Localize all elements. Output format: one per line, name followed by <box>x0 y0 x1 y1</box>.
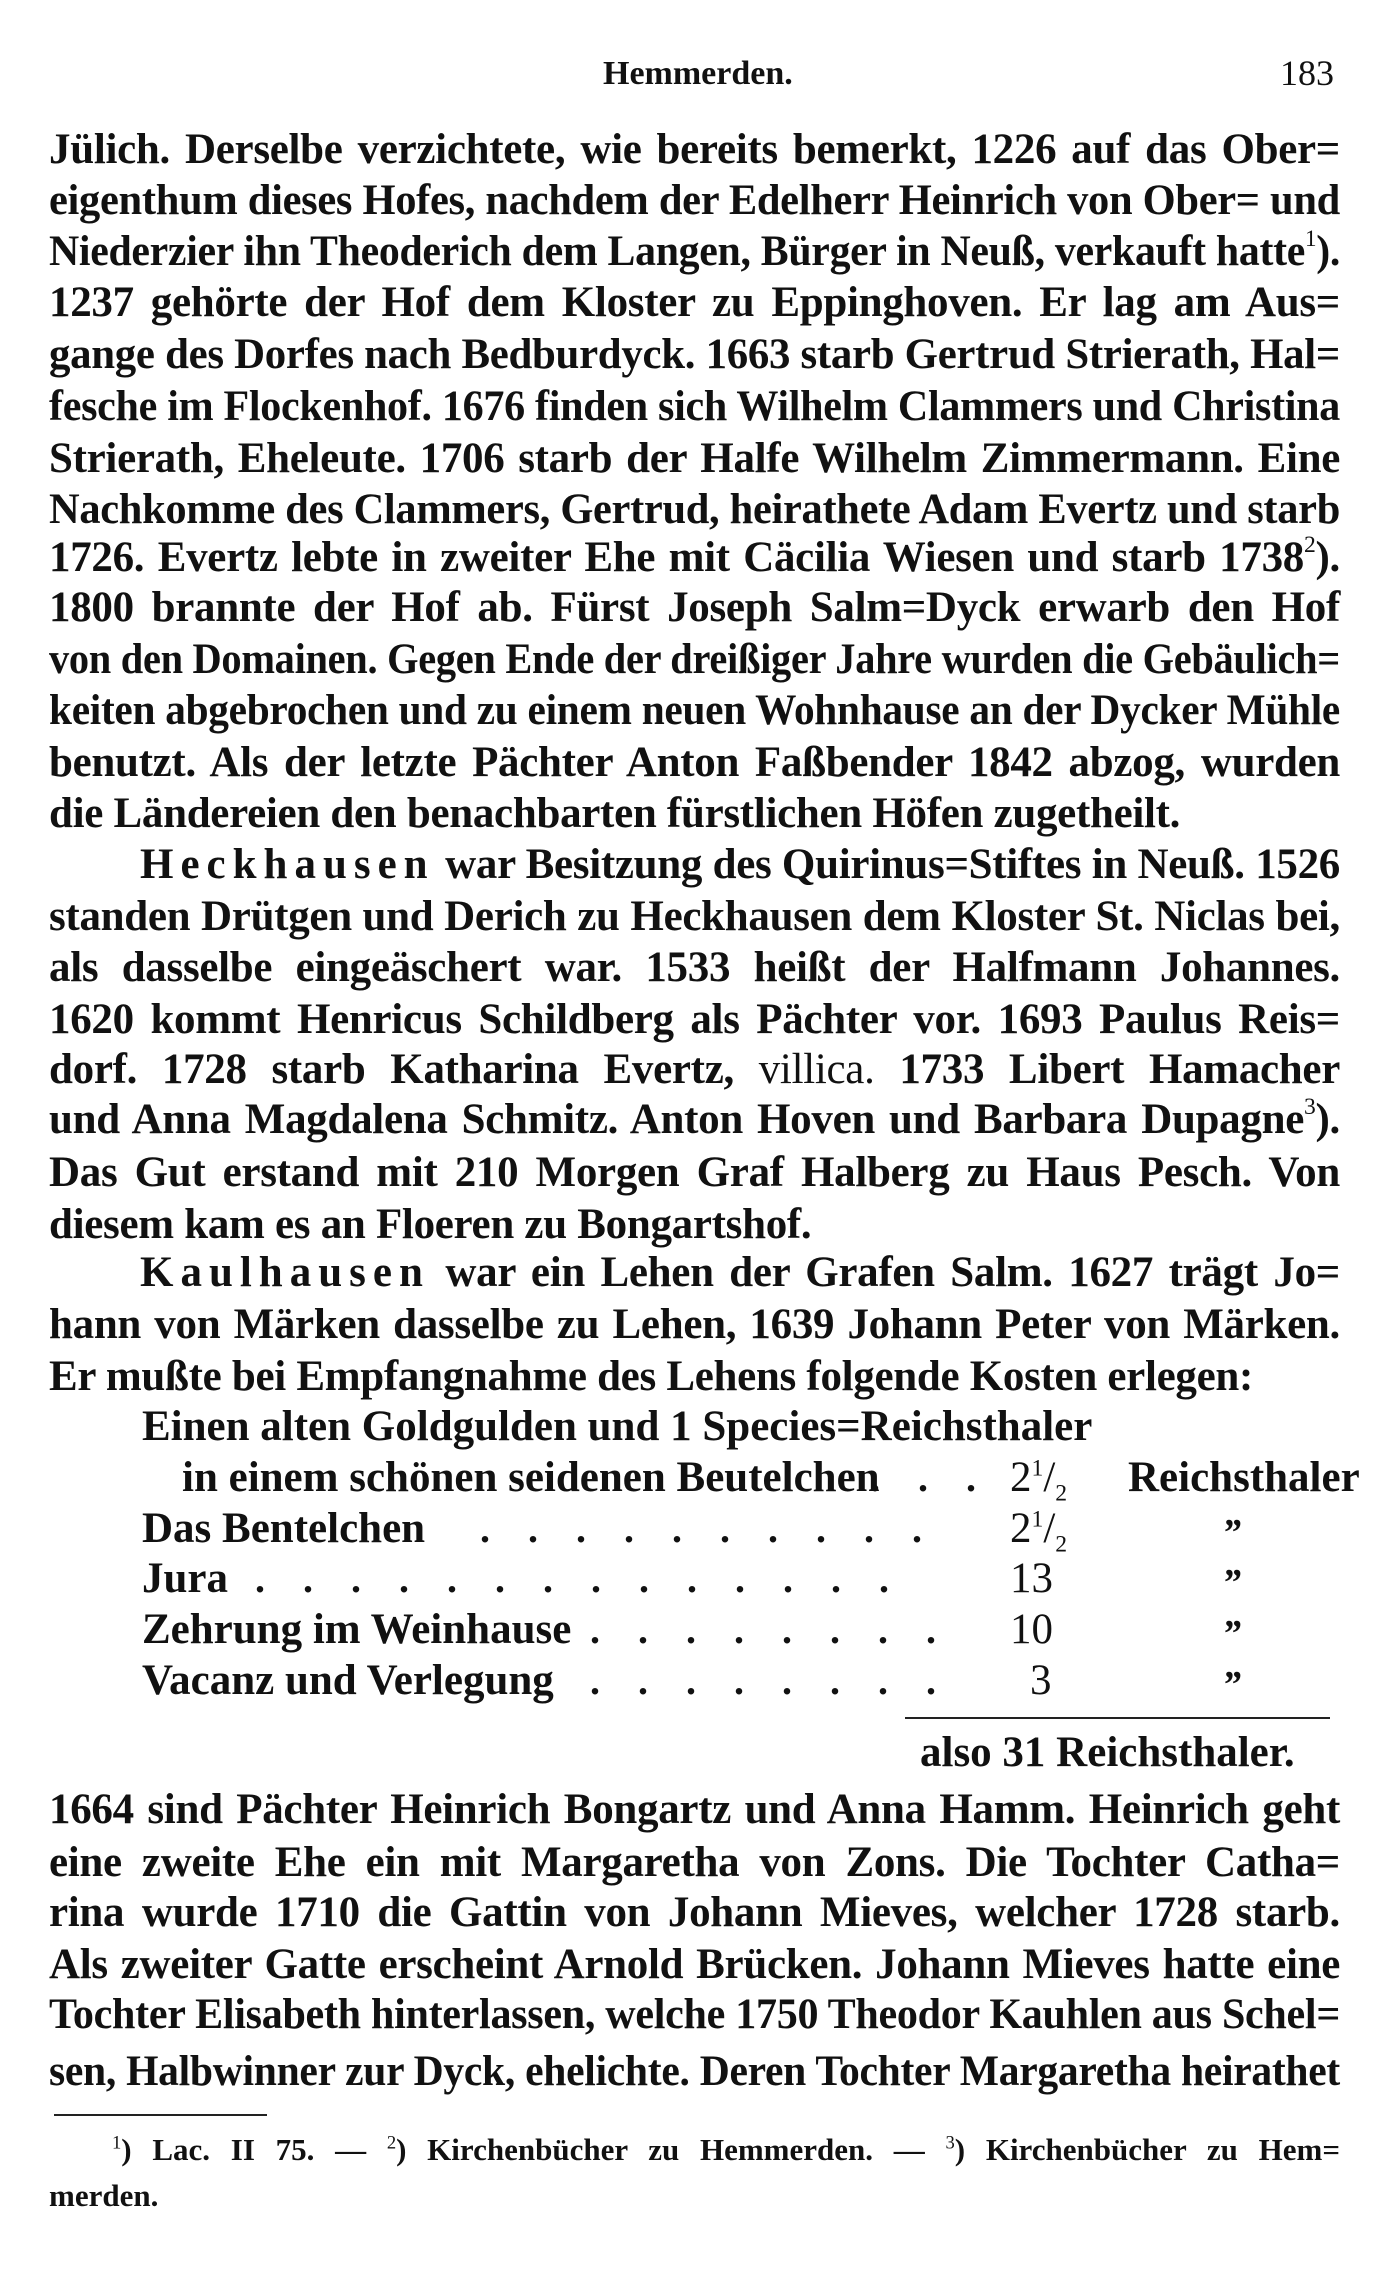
text-line: Tochter Elisabeth hinterlassen, welche 1750 Theodor Kauhlen aus Schel= <box>49 1991 1340 2038</box>
cost-amount: $2^1/_2$ <box>1010 1454 1068 1507</box>
text-line: Das Gut erstand mit 210 Morgen Graf Halberg zu Haus Pesch. Von <box>49 1149 1340 1196</box>
leader-dots: . . . . . . . . <box>590 1658 950 1703</box>
text-line: benutzt. Als der letzte Pächter Anton Faßbender 1842 abzog, wurden <box>49 739 1340 786</box>
text-line: 1620 kommt Henricus Schildberg als Pächter vor. 1693 Paulus Reis= <box>49 996 1340 1043</box>
text-line: dorf. 1728 starb Katharina Evertz, villica. 1733 Libert Hamacher <box>49 1046 1340 1093</box>
place-name-kaulhausen: Kaulhausen <box>140 1249 430 1296</box>
text-line: 1664 sind Pächter Heinrich Bongartz und Anna Hamm. Heinrich geht <box>49 1786 1340 1833</box>
text-line: eigenthum dieses Hofes, nachdem der Edelherr Heinrich von Ober= und <box>49 177 1340 224</box>
ditto-mark: ” <box>1222 1562 1241 1604</box>
footnote-ref-1[interactable]: 1 <box>1304 226 1317 253</box>
text-line: Nachkomme des Clammers, Gertrud, heirathete Adam Evertz und starb <box>49 486 1340 533</box>
cost-unit: Reichsthaler <box>1128 1454 1360 1501</box>
cost-amount: $2^1/_2$ <box>1010 1505 1068 1558</box>
text-line: 1237 gehörte der Hof dem Kloster zu Eppinghoven. Er lag am Aus= <box>49 279 1340 326</box>
text-line: Strierath, Eheleute. 1706 starb der Halfe Wilhelm Zimmermann. Eine <box>49 435 1340 482</box>
ditto-mark: ” <box>1222 1664 1241 1706</box>
leader-dots: . . . . . . . . . . <box>480 1506 936 1551</box>
running-title: Hemmerden. <box>603 55 793 92</box>
cost-row-label: Jura <box>142 1555 228 1602</box>
cost-row-label: Zehrung im Weinhause <box>142 1606 572 1653</box>
page-number: 183 <box>1280 53 1334 93</box>
footnote-marker-2: 2 <box>386 2132 397 2154</box>
text-line: diesem kam es an Floeren zu Bongartshof. <box>49 1201 812 1248</box>
text-line: 1800 brannte der Hof ab. Fürst Joseph Salm=Dyck erwarb den Hof <box>49 584 1340 631</box>
cost-total: also 31 Reichsthaler. <box>920 1729 1295 1776</box>
cost-row-label: in einem schönen seidenen Beutelchen <box>182 1454 880 1501</box>
text-line: sen, Halbwinner zur Dyck, ehelichte. Deren Tochter Margaretha heirathet <box>49 2048 1340 2095</box>
text-line: Jülich. Derselbe verzichtete, wie bereits bemerkt, 1226 auf das Ober= <box>49 126 1340 173</box>
ditto-mark: ” <box>1222 1512 1241 1554</box>
text-line: als dasselbe eingeäschert war. 1533 heißt der Halfmann Johannes. <box>49 944 1340 991</box>
text-line: rina wurde 1710 die Gattin von Johann Mieves, welcher 1728 starb. <box>49 1889 1340 1936</box>
cost-row-label: Einen alten Goldgulden und 1 Species=Reichsthaler <box>142 1403 1093 1450</box>
text-line: die Ländereien den benachbarten fürstlichen Höfen zugetheilt. <box>49 790 1181 837</box>
cost-amount: 3 <box>1030 1657 1052 1704</box>
cost-amount: 10 <box>1010 1606 1053 1653</box>
text-line: keiten abgebrochen und zu einem neuen Wohnhause an der Dycker Mühle <box>49 687 1340 734</box>
text-line: gange des Dorfes nach Bedburdyck. 1663 starb Gertrud Strierath, Hal= <box>49 331 1340 378</box>
footnote-ref-3[interactable]: 3 <box>1303 1094 1316 1121</box>
footnote-line: $^1$) Lac. II 75. — $^2$) Kirchenbücher zu Hemmerden. — $^3$) Kirchenbücher zu Hem= <box>112 2132 1341 2167</box>
footnote-marker-1: 1 <box>112 2132 122 2154</box>
ditto-mark: ” <box>1222 1613 1241 1655</box>
footnote-ref-2[interactable]: 2 <box>1303 532 1316 559</box>
leader-dots: . . . . . . . . . . . . . . <box>255 1556 903 1601</box>
footnote-marker-3: 3 <box>945 2132 955 2154</box>
text-line: Er mußte bei Empfangnahme des Lehens folgende Kosten erlegen: <box>49 1353 1254 1400</box>
leader-dots: . . . <box>870 1455 990 1500</box>
text-line: Heckhausen war Besitzung des Quirinus=Stiftes in Neuß. 1526 <box>140 841 1340 888</box>
text-line: Kaulhausen war ein Lehen der Grafen Salm. 1627 trägt Jo= <box>140 1249 1340 1296</box>
text-line: Niederzier ihn Theoderich dem Langen, Bürger in Neuß, verkauft hatte$^1$). <box>49 226 1340 275</box>
cost-row-label: Das Bentelchen <box>142 1505 426 1552</box>
text-line: fesche im Flockenhof. 1676 finden sich Wilhelm Clammers und Christina <box>49 383 1340 430</box>
footnote-line: merden. <box>49 2178 159 2213</box>
text-line: und Anna Magdalena Schmitz. Anton Hoven und Barbara Dupagne$^3$). <box>49 1094 1340 1143</box>
text-line: standen Drütgen und Derich zu Heckhausen dem Kloster St. Niclas bei, <box>49 893 1340 940</box>
text-line: hann von Märken dasselbe zu Lehen, 1639 Johann Peter von Märken. <box>49 1301 1340 1348</box>
text-line: von den Domainen. Gegen Ende der dreißiger Jahre wurden die Gebäulich= <box>49 636 1340 683</box>
place-name-heckhausen: Heckhausen <box>140 841 435 888</box>
sum-rule <box>905 1717 1330 1719</box>
text-line: 1726. Evertz lebte in zweiter Ehe mit Cäcilia Wiesen und starb 1738$^2$). <box>49 532 1340 581</box>
cost-row-label: Vacanz und Verlegung <box>142 1657 554 1704</box>
text-line: Als zweiter Gatte erscheint Arnold Brücken. Johann Mieves hatte eine <box>49 1941 1340 1988</box>
footnote-rule <box>54 2114 267 2116</box>
leader-dots: . . . . . . . . <box>590 1607 950 1652</box>
text-line: eine zweite Ehe ein mit Margaretha von Zons. Die Tochter Catha= <box>49 1839 1340 1886</box>
cost-amount: 13 <box>1010 1555 1053 1602</box>
